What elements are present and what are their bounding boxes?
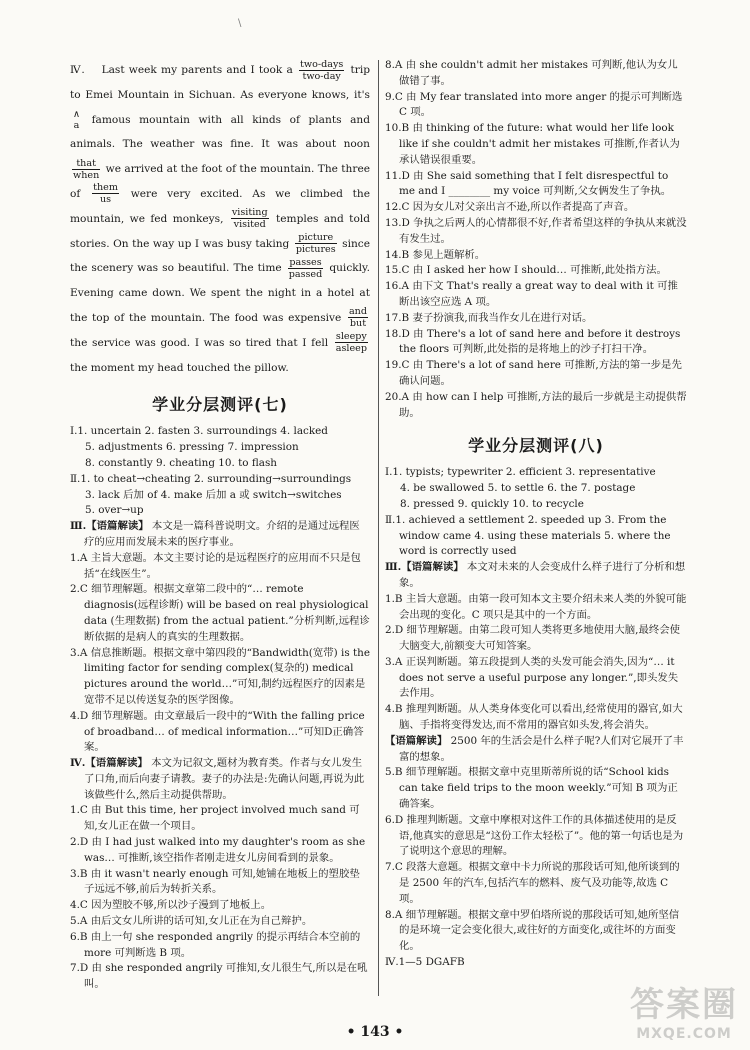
answer-text: 12.C 因为女儿对父亲出言不逊,所以作者提高了声音。 — [385, 201, 635, 214]
answer-text: 4.C 因为塑胶不够,所以沙子漫到了地板上。 — [70, 899, 272, 912]
answer-text: 2.D 细节理解题。由第二段可知人类将更多地使用大脑,最终会使大脑变大,前额变大可知答案。 — [385, 624, 681, 653]
answer-text: 4. be swallowed 5. to settle 6. the 7. postage — [400, 482, 636, 495]
answer-text: 5. adjustments 6. pressing 7. impression — [85, 441, 299, 454]
right-answer-line — [385, 623, 687, 655]
answer-text: 4.D 细节理解题。由文章最后一段中的“With the falling price of broadband… of medical information…”可知D正确答案。 — [70, 709, 365, 754]
section-label: Ⅲ.【语篇解读】 — [70, 520, 149, 533]
answer-text: 8.A 细节理解题。根据文章中罗伯塔所说的那段话可知,她所坚信的是环境一定会变化很大,或往好的方面变化,或往坏的方面变化。 — [385, 908, 680, 953]
right-answer-line — [385, 860, 687, 907]
left-column — [70, 58, 370, 993]
left-answer-line — [70, 488, 370, 504]
left-answer-line — [70, 503, 370, 519]
answer-text: 1.B 主旨大意题。由第一段可知本文主要介绍未来人类的外貌可能会出现的变化。C 项只是其中的一个方面。 — [385, 592, 687, 621]
correction-2: ∧ a — [73, 108, 81, 131]
answer-text: 20.A 由 how can I help 可推断,方法的最后一步就是主动提供帮助。 — [385, 390, 687, 419]
essay-seg-0: Last week my parents and I took a — [101, 64, 298, 76]
right-answer-list-top — [385, 58, 687, 421]
answer-text: 1.A 主旨大意题。本文主要讨论的是远程医疗的应用而不只是包括“在线医生”。 — [70, 551, 361, 580]
right-answer-line — [385, 592, 687, 624]
answer-text: Ⅱ.1. to cheat→cheating 2. surrounding→surroundings — [70, 472, 352, 485]
corner-mark: \ — [238, 18, 242, 29]
right-answer-line — [385, 263, 687, 279]
answer-text: 8.A 由 she couldn't admit her mistakes 可判断,他认为女儿做错了事。 — [385, 59, 678, 87]
answer-text: Ⅳ.1—5 DGAFB — [385, 956, 465, 969]
answer-text: Ⅱ.1. achieved a settlement 2. speeded up 3. From the window came 4. using these materials 5. where the word is correctly used — [385, 513, 671, 558]
answer-text: 14.B 参见上题解析。 — [385, 248, 486, 261]
answer-text: 3.A 正误判断题。第五段提到人类的头发可能会消失,因为“… it does not serve a useful purpose any longer.”,即头发失去作用。 — [385, 655, 679, 700]
right-answer-line — [385, 121, 687, 168]
essay-seg-3: we arrived at the foot of the mountain. The three of — [70, 163, 370, 200]
right-column — [385, 58, 687, 971]
right-answer-line — [385, 702, 687, 734]
right-answer-line — [385, 481, 687, 497]
answer-text: 6.D 推理判断题。文章中摩根对这件工作的具体描述使用的是反语,他真实的意思是“这份工作太轻松了”。他的第一句话也是为了说明这个意思的理解。 — [385, 813, 684, 858]
left-answer-line — [70, 424, 370, 440]
watermark-url: MXQE.COM — [636, 1026, 732, 1042]
correction-7: $\frac{\text{passes}}{\text{passed}}$ — [288, 256, 323, 280]
right-answer-line — [385, 734, 687, 766]
answer-text: 1.C 由 But this time, her project involved much sand 可知,女儿正在做一个项目。 — [70, 804, 360, 833]
watermark — [630, 977, 738, 1042]
right-answer-list-bottom — [385, 465, 687, 971]
right-answer-line — [385, 58, 687, 90]
correction-9: $\frac{\text{sleepy}}{\text{asleep}}$ — [335, 331, 367, 355]
answer-text: 3. lack 后加 of 4. make 后加 a 或 switch→switches — [85, 488, 342, 501]
answer-text: 2.D 由 I had just walked into my daughter's room as she was… 可推断,该空指作者刚走进女儿房间看到的景象。 — [70, 836, 366, 864]
left-answer-line — [70, 646, 370, 709]
section-label: Ⅲ.【语篇解读】 — [385, 561, 464, 574]
right-answer-line — [385, 390, 687, 422]
answer-text: 18.D 由 There's a lot of sand here and before it destroys the floors 可判断,此处指的是将地上的沙子打扫干净。 — [385, 327, 681, 356]
left-answer-line — [70, 961, 370, 993]
right-answer-line — [385, 560, 687, 592]
essay-seg-9: the moment my head touched the pillow. — [70, 361, 289, 374]
answer-text: Ⅰ.1. typists; typewriter 2. efficient 3. representative — [385, 466, 656, 479]
left-answer-line — [70, 472, 370, 488]
right-answer-line — [385, 655, 687, 702]
essay-seg-2: famous mountain with all kinds of plants and animals. The weather was fine. It was about noon — [70, 113, 370, 151]
correction-essay — [70, 58, 370, 380]
right-answer-line — [385, 813, 687, 860]
section-label: 【语篇解读】 — [385, 734, 448, 747]
answer-text: 2500 年的生活会是什么样子呢?人们对它展开了丰富的想象。 — [399, 734, 684, 763]
right-answer-line — [385, 908, 687, 955]
essay-seg-8: the service was good. I was so tired that I fell — [70, 336, 329, 349]
answer-text: 15.C 由 I asked her how I should… 可推断,此处指方法。 — [385, 264, 667, 277]
answer-text: 10.B 由 thinking of the future: what would her life look like if she couldn't admit her mistakes 可推断,作者认为承认错误很重要。 — [385, 122, 680, 166]
left-answer-line — [70, 440, 370, 456]
answer-text: 9.C 由 My fear translated into more anger 的提示可判断选 C 项。 — [385, 90, 683, 119]
left-answer-line — [70, 914, 370, 930]
correction-6: $\frac{\text{picture}}{\text{pictures}}$ — [295, 232, 336, 256]
correction-1: $\frac{\text{two-days}}{\text{two-day}}$ — [300, 58, 344, 82]
left-answer-line — [70, 456, 370, 472]
answer-text: 4.B 推理判断题。从人类身体变化可以看出,经常使用的器官,如大脑、手指将变得发达,而不常用的器官如头发,将会消失。 — [385, 703, 683, 732]
essay-seg-6: since the scenery was so beautiful. The time — [70, 237, 371, 275]
essay-seg-7: quickly. Evening came down. We spent the night in a hotel at the top of the mountain. The food was expensive — [70, 262, 371, 324]
column-divider — [378, 60, 379, 996]
right-answer-line — [385, 327, 687, 359]
answer-text: 19.C 由 There's a lot of sand here 可推断,方法的第一步是先确认问题。 — [385, 359, 682, 387]
right-answer-line — [385, 497, 687, 513]
essay-seg-1: trip to Emei Mountain in Sichuan. As everyone knows, it's — [70, 64, 371, 101]
answer-text: Ⅰ.1. uncertain 2. fasten 3. surroundings 4. lacked — [70, 425, 328, 438]
answer-text: 5.B 细节理解题。根据文章中克里斯蒂所说的话“School kids can take field trips to the moon weekly.”可知 B 项为正确答案。 — [385, 766, 678, 811]
right-answer-line — [385, 279, 687, 311]
correction-4: $\frac{\text{them}}{us}$ — [93, 182, 118, 206]
answer-text: 本文为记叙文,题材为教育类。作者与女儿发生了口角,而后向妻子请教。妻子的办法是:先确认问题,再说为此该做些什么,然后主动提供帮助。 — [84, 757, 365, 801]
left-answer-line — [70, 582, 370, 645]
answer-text: 8. pressed 9. quickly 10. to recycle — [400, 497, 584, 510]
left-answer-line — [70, 835, 370, 867]
right-answer-line — [385, 465, 687, 481]
answer-text: 13.D 争执之后两人的心情都很不好,作者希望这样的争执从来就没有发生过。 — [385, 216, 687, 245]
answer-text: 7.C 段落大意题。根据文章中卡力所说的那段话可知,他所谈到的是 2500 年的汽车,包括汽车的燃料、废气及功能等,故选 C 项。 — [385, 861, 680, 905]
answer-text: 2.C 细节理解题。根据文章第二段中的“… remote diagnosis(远程诊断) will be based on real physiological data (生理数据) from the actual patient.”分析判断,远程诊断依据的是病人的真实的生理数据。 — [70, 583, 370, 643]
answer-text: 3.B 由 it wasn't nearly enough 可知,她铺在地板上的塑胶垫子远远不够,前后为转折关系。 — [70, 867, 360, 896]
right-answer-line — [385, 765, 687, 812]
right-answer-line — [385, 200, 687, 216]
section-title-8: 学业分层测评(八) — [468, 436, 604, 456]
left-answer-list — [70, 424, 370, 993]
answer-text: 5.A 由后文女儿所讲的话可知,女儿正在为自己辩护。 — [70, 915, 313, 928]
left-answer-line — [70, 898, 370, 914]
answer-text: 17.B 妻子扮演我,而我当作女儿在进行对话。 — [385, 311, 593, 324]
left-answer-line — [70, 867, 370, 899]
right-answer-line — [385, 955, 687, 971]
correction-3: $\frac{\text{that}}{\text{when}}$ — [73, 157, 100, 181]
watermark-logo-text: 答案圈 — [630, 985, 738, 1025]
section-label: Ⅳ.【语篇解读】 — [70, 757, 148, 770]
answer-text: 7.D 由 she responded angrily 可推知,女儿很生气,所以是在吼叫。 — [70, 962, 368, 991]
essay-seg-5: temples and told stories. On the way up I was busy taking — [70, 212, 370, 250]
left-answer-line — [70, 519, 370, 551]
left-answer-line — [70, 709, 370, 756]
right-answer-line — [385, 358, 687, 390]
right-answer-line — [385, 90, 687, 122]
right-answer-line — [385, 311, 687, 327]
right-answer-line — [385, 216, 687, 248]
answer-text: 11.D 由 She said something that I felt disrespectful to me and I ________ my voice 可判断,父女俩发生了争执。 — [385, 169, 672, 198]
answer-text: 3.A 信息推断题。根据文章中第四段的“Bandwidth(宽带) is the limiting factor for sending complex(复杂的) medical pictures around the world…”可知,制约远程医疗的因素是宽带不足以传送复杂的医学图像。 — [70, 646, 370, 706]
right-answer-line — [385, 513, 687, 560]
essay-number: Ⅳ. — [70, 64, 85, 76]
page-number: • 143 • — [346, 1024, 404, 1040]
section-title-7: 学业分层测评(七) — [152, 395, 288, 415]
answer-text: 6.B 由上一句 she responded angrily 的提示再结合本空前的 more 可判断选 B 项。 — [70, 930, 361, 959]
left-answer-line — [70, 803, 370, 835]
left-answer-line — [70, 930, 370, 962]
answer-text: 本文是一篇科普说明文。介绍的是通过远程医疗的应用而发展未来的医疗事业。 — [84, 520, 360, 548]
answer-text: 8. constantly 9. cheating 10. to flash — [85, 456, 277, 469]
answer-text: 16.A 由下文 That's really a great way to deal with it 可推断出该空应选 A 项。 — [385, 280, 678, 308]
essay-seg-4: were very excited. As we climbed the mountain, we fed monkeys, — [70, 187, 371, 225]
left-answer-line — [70, 551, 370, 583]
left-answer-line — [70, 756, 370, 803]
correction-5: $\frac{\text{visiting}}{\text{visited}}$ — [231, 207, 268, 231]
right-answer-line — [385, 248, 687, 264]
right-answer-line — [385, 169, 687, 201]
correction-8: $\frac{\text{and}}{\text{but}}$ — [348, 306, 367, 330]
answer-text: 5. over→up — [85, 504, 144, 517]
answer-text: 本文对未来的人会变成什么样子进行了分析和想象。 — [399, 561, 686, 589]
